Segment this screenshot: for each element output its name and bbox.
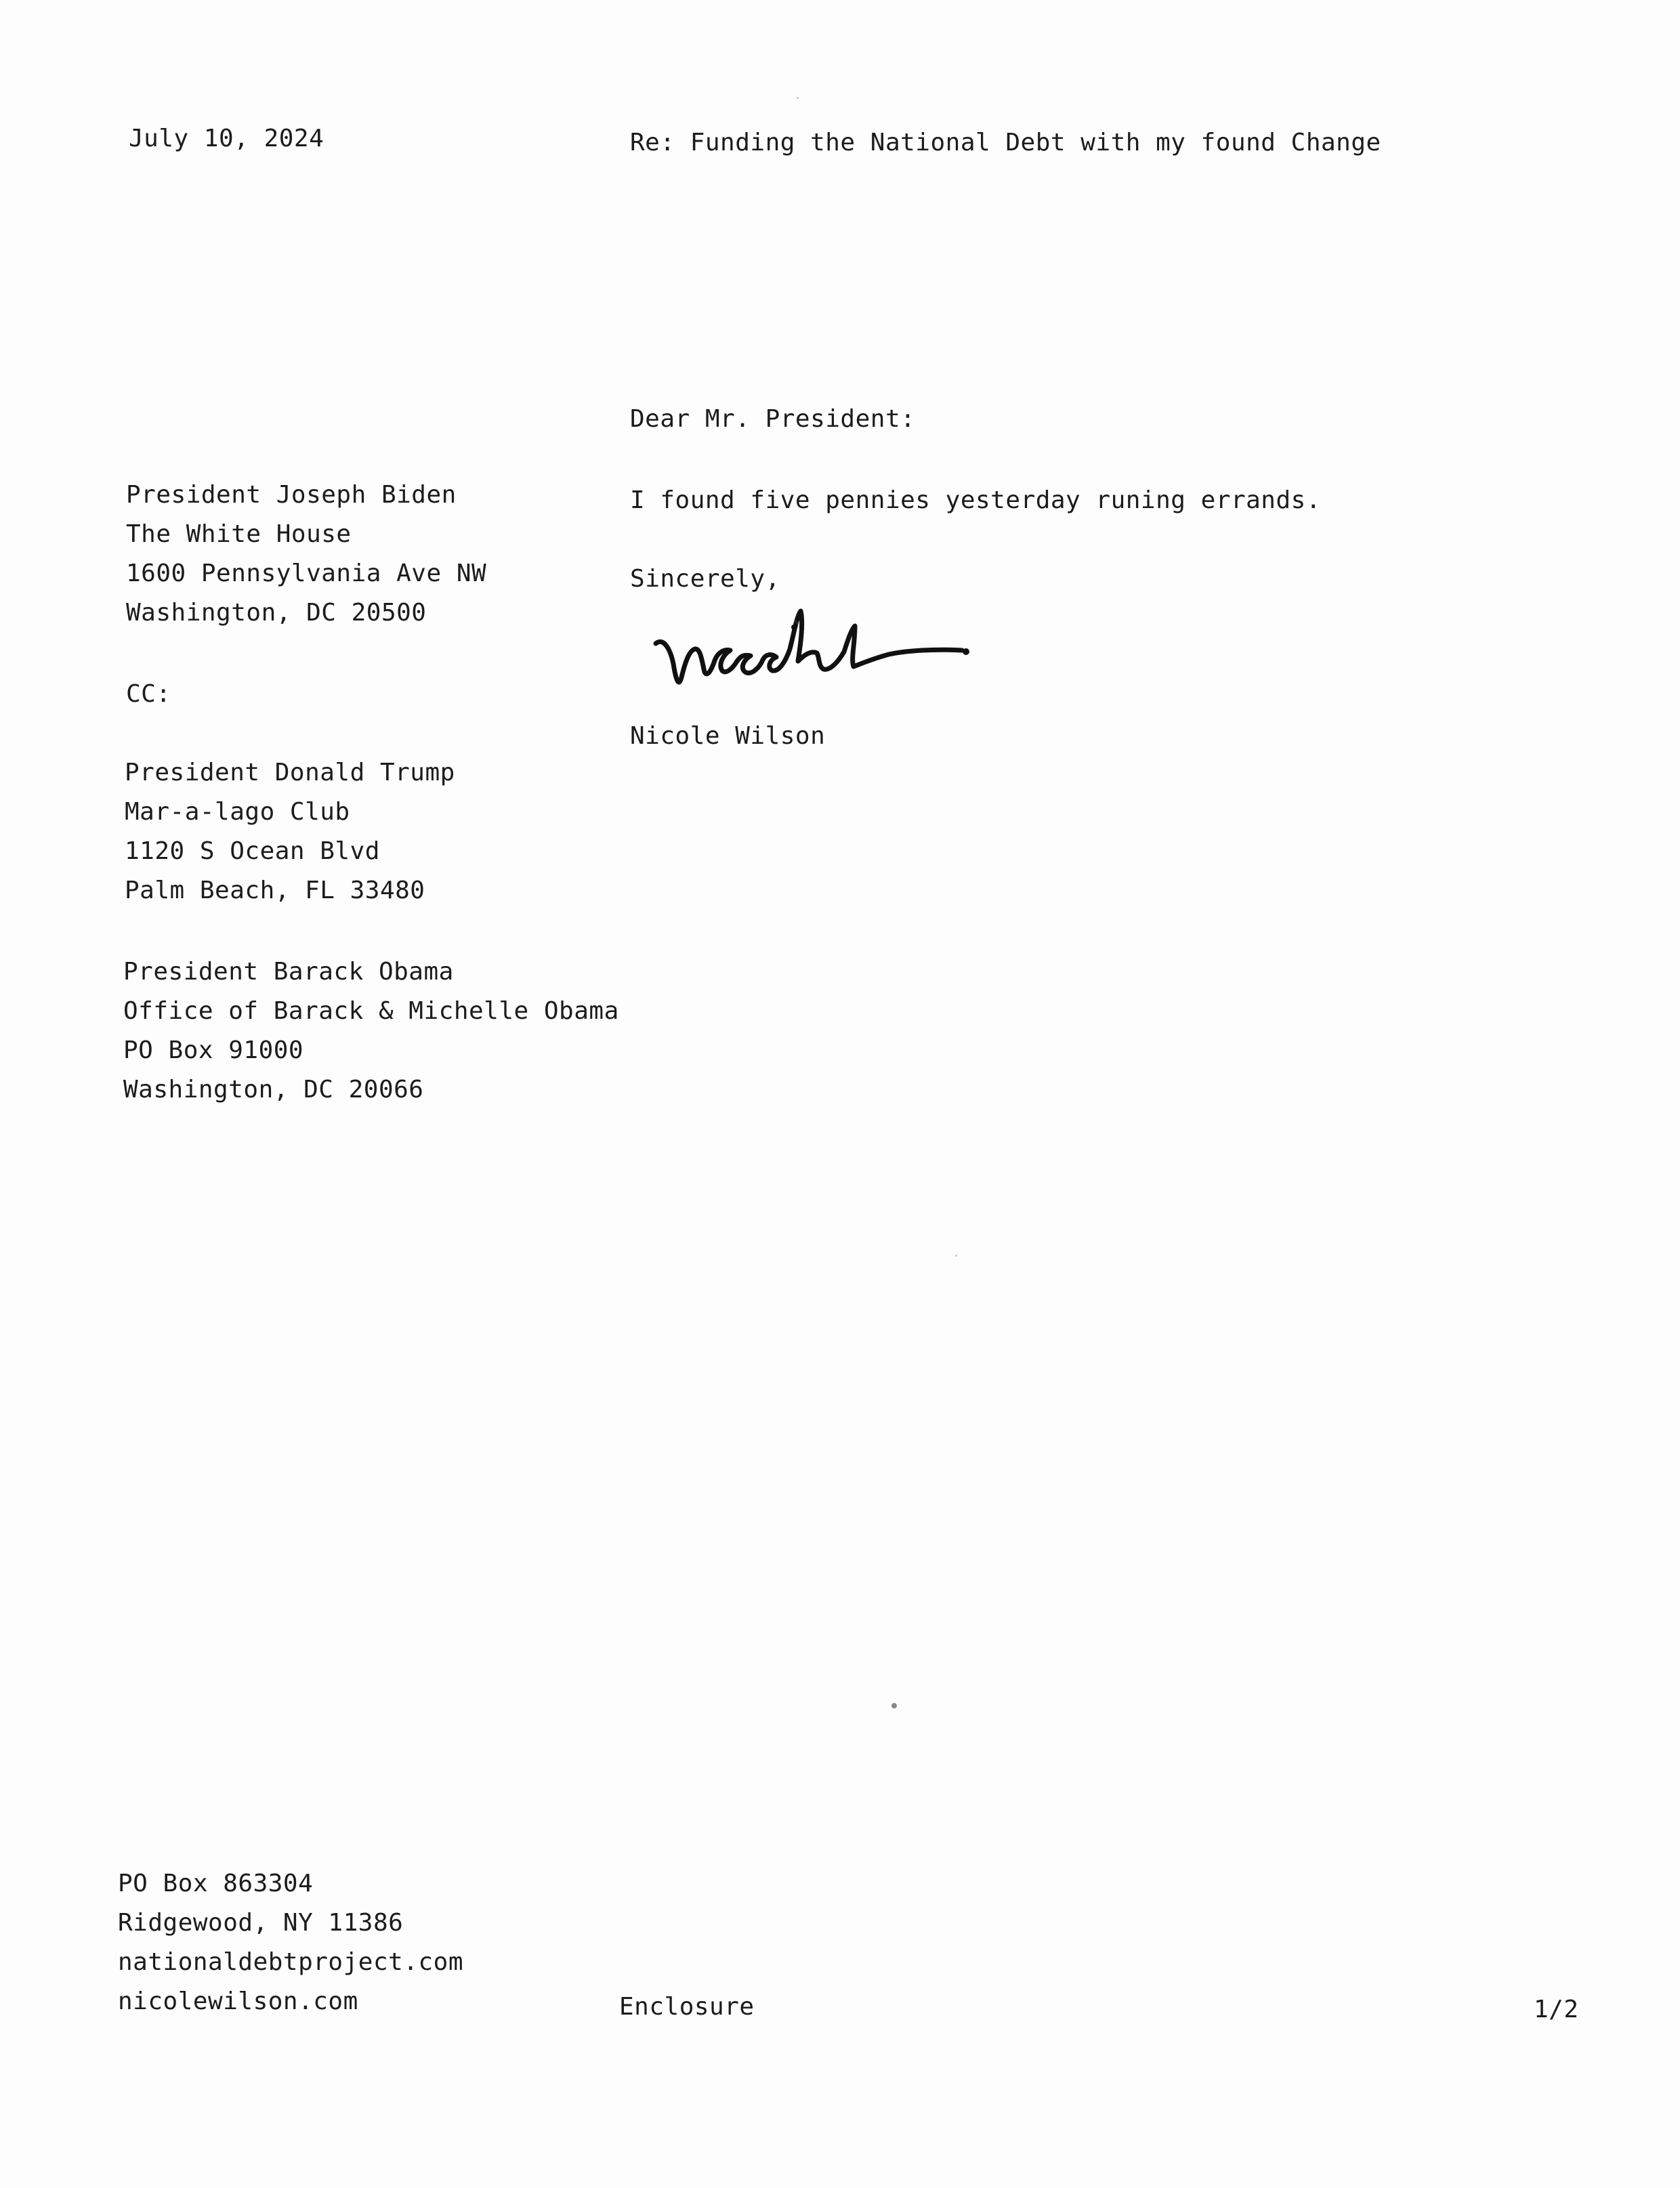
scan-speck — [797, 97, 799, 99]
address-line: Palm Beach, FL 33480 — [125, 877, 425, 904]
salutation: Dear Mr. President: — [630, 405, 916, 433]
address-line: President Barack Obama — [123, 958, 454, 986]
address-line: President Joseph Biden — [126, 481, 457, 509]
address-line: Ridgewood, NY 11386 — [118, 1909, 404, 1937]
address-line: Office of Barack & Michelle Obama — [123, 997, 619, 1025]
address-line: nicolewilson.com — [118, 1987, 358, 2015]
enclosure-note: Enclosure — [619, 1993, 755, 2021]
address-line: President Donald Trump — [125, 759, 455, 786]
scan-speck — [891, 1703, 897, 1708]
address-line: PO Box 91000 — [123, 1036, 304, 1064]
cc-address — [123, 952, 619, 1110]
recipient-address — [126, 476, 486, 633]
cc-address — [125, 753, 455, 910]
closing: Sincerely, — [630, 565, 780, 593]
cc-label: CC: — [126, 680, 171, 708]
letter-body: I found five pennies yesterday runing errands. — [630, 486, 1321, 514]
address-line: Washington, DC 20500 — [126, 599, 427, 627]
address-line: Washington, DC 20066 — [123, 1076, 424, 1103]
signature-icon — [650, 596, 989, 711]
address-line: 1120 S Ocean Blvd — [125, 837, 380, 865]
scan-speck — [955, 1255, 957, 1257]
address-line: nationaldebtproject.com — [118, 1948, 463, 1976]
address-line: 1600 Pennsylvania Ave NW — [126, 560, 487, 587]
address-line: Mar-a-lago Club — [125, 798, 350, 826]
letter-date: July 10, 2024 — [129, 125, 324, 152]
signer-name: Nicole Wilson — [630, 722, 826, 750]
address-line: PO Box 863304 — [118, 1870, 314, 1897]
page-number: 1/2 — [1534, 1996, 1579, 2023]
address-line: The White House — [126, 520, 352, 548]
return-address — [118, 1864, 463, 2021]
letter-subject: Re: Funding the National Debt with my found Change — [630, 129, 1381, 156]
